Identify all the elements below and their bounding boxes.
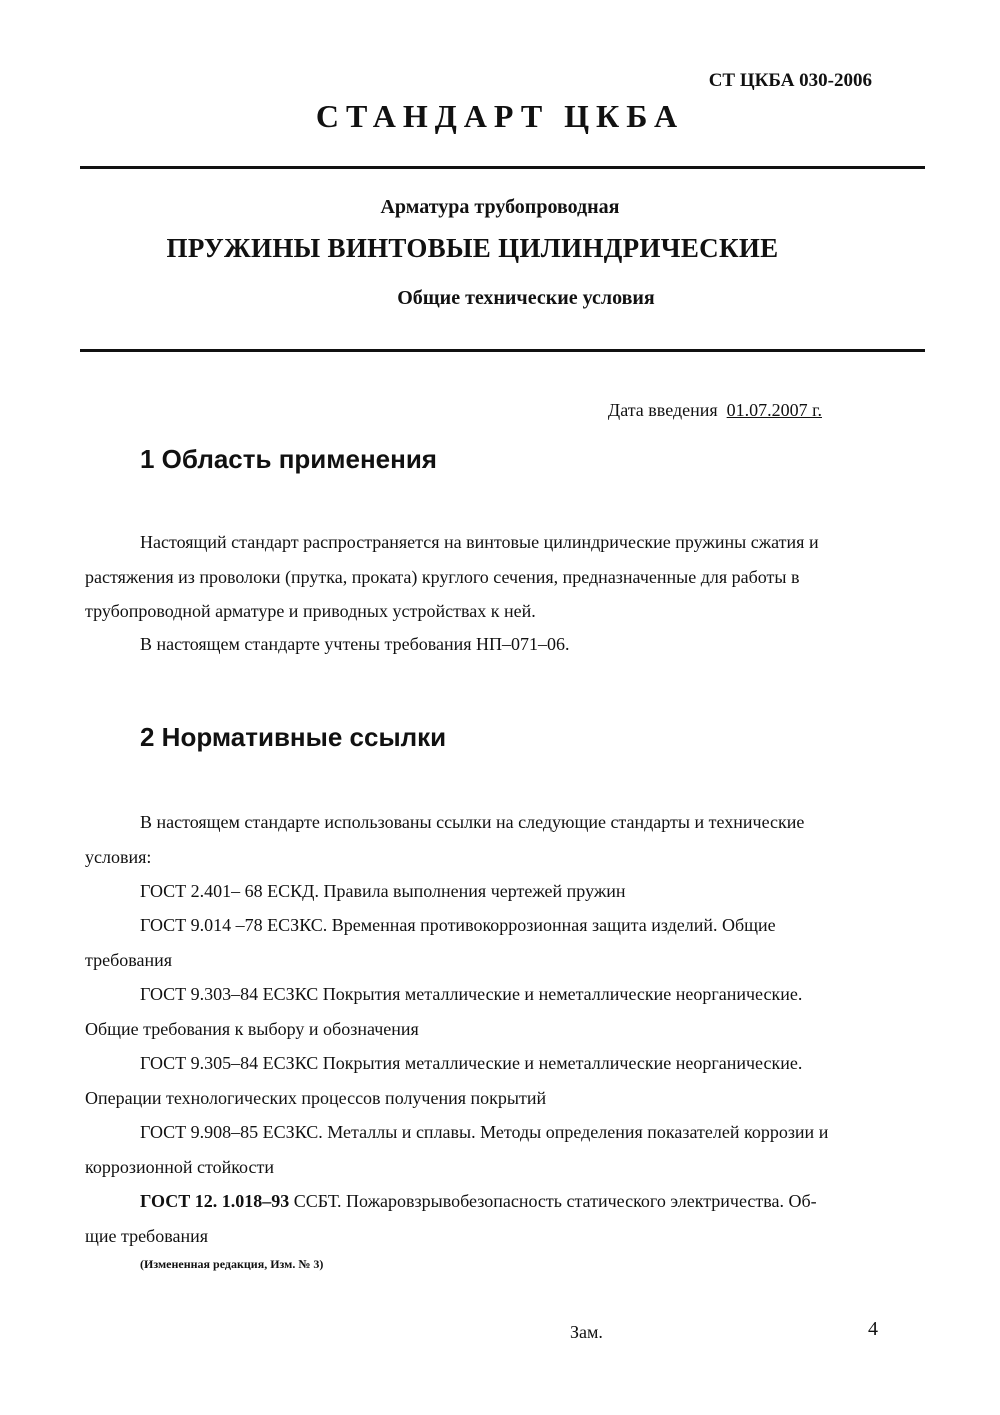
reference-3 bbox=[85, 977, 915, 1046]
reference-6 bbox=[85, 1184, 915, 1253]
top-rule bbox=[80, 166, 925, 169]
bottom-rule bbox=[80, 349, 925, 352]
text-line: ГОСТ 9.303–84 ЕСЗКС Покрытия металлические и неметаллические неорганические. bbox=[140, 984, 803, 1004]
text-line: растяжения из проволоки (прутка, проката) круглого сечения, предназначенные для работы в bbox=[85, 566, 800, 587]
text-line bbox=[85, 1184, 915, 1219]
document-code: СТ ЦКБА 030-2006 bbox=[708, 70, 872, 91]
date-value: 01.07.2007 г. bbox=[726, 400, 822, 420]
section-1-paragraph-2: В настоящем стандарте учтены требования НП–071–06. bbox=[140, 634, 570, 654]
reference-text: ССБТ. Пожаровзрывобезопасность статического электричества. Об- bbox=[289, 1191, 817, 1211]
revision-note: (Измененная редакция, Изм. № 3) bbox=[140, 1257, 324, 1271]
text-line: ГОСТ 2.401– 68 ЕСКД. Правила выполнения чертежей пружин bbox=[140, 881, 626, 901]
text-line: Общие требования к выбору и обозначения bbox=[85, 1018, 419, 1039]
standard-heading: СТАНДАРТ ЦКБА bbox=[315, 98, 685, 134]
text-line: ГОСТ 9.908–85 ЕСЗКС. Металлы и сплавы. Методы определения показателей коррозии и bbox=[140, 1122, 829, 1142]
footer-change-label: Зам. bbox=[570, 1322, 603, 1342]
date-label: Дата введения bbox=[607, 400, 718, 420]
section-2-intro bbox=[85, 805, 915, 874]
text-line: В настоящем стандарте использованы ссылки на следующие стандарты и технические bbox=[140, 812, 805, 832]
text-line: ГОСТ 9.014 –78 ЕСЗКС. Временная противокоррозионная защита изделий. Общие bbox=[140, 915, 776, 935]
text-line: требования bbox=[85, 949, 173, 970]
text-line: коррозионной стойкости bbox=[85, 1156, 274, 1177]
reference-5 bbox=[85, 1115, 915, 1184]
category-title: Арматура трубопроводная bbox=[380, 196, 620, 218]
section-1-heading: 1 Область применения bbox=[140, 444, 437, 474]
text-line: Операции технологических процессов получения покрытий bbox=[85, 1087, 547, 1108]
section-1-paragraph-1 bbox=[85, 525, 915, 629]
introduction-date bbox=[608, 400, 822, 421]
text-line: Настоящий стандарт распространяется на винтовые цилиндрические пружины сжатия и bbox=[140, 532, 819, 552]
reference-2 bbox=[85, 908, 915, 977]
section-2-heading: 2 Нормативные ссылки bbox=[140, 722, 447, 752]
text-line: ГОСТ 9.305–84 ЕСЗКС Покрытия металлические и неметаллические неорганические. bbox=[140, 1053, 803, 1073]
text-line: трубопроводной арматуре и приводных устройствах к ней. bbox=[85, 601, 536, 621]
page-number: 4 bbox=[868, 1318, 878, 1340]
document-subtitle: Общие технические условия bbox=[397, 287, 655, 309]
text-line: щие требования bbox=[85, 1225, 209, 1246]
text-line: условия: bbox=[85, 846, 152, 867]
reference-1 bbox=[85, 874, 915, 909]
document-title: ПРУЖИНЫ ВИНТОВЫЕ ЦИЛИНДРИЧЕСКИЕ bbox=[166, 233, 779, 263]
reference-4 bbox=[85, 1046, 915, 1115]
reference-code: ГОСТ 12. 1.018–93 bbox=[140, 1191, 290, 1211]
